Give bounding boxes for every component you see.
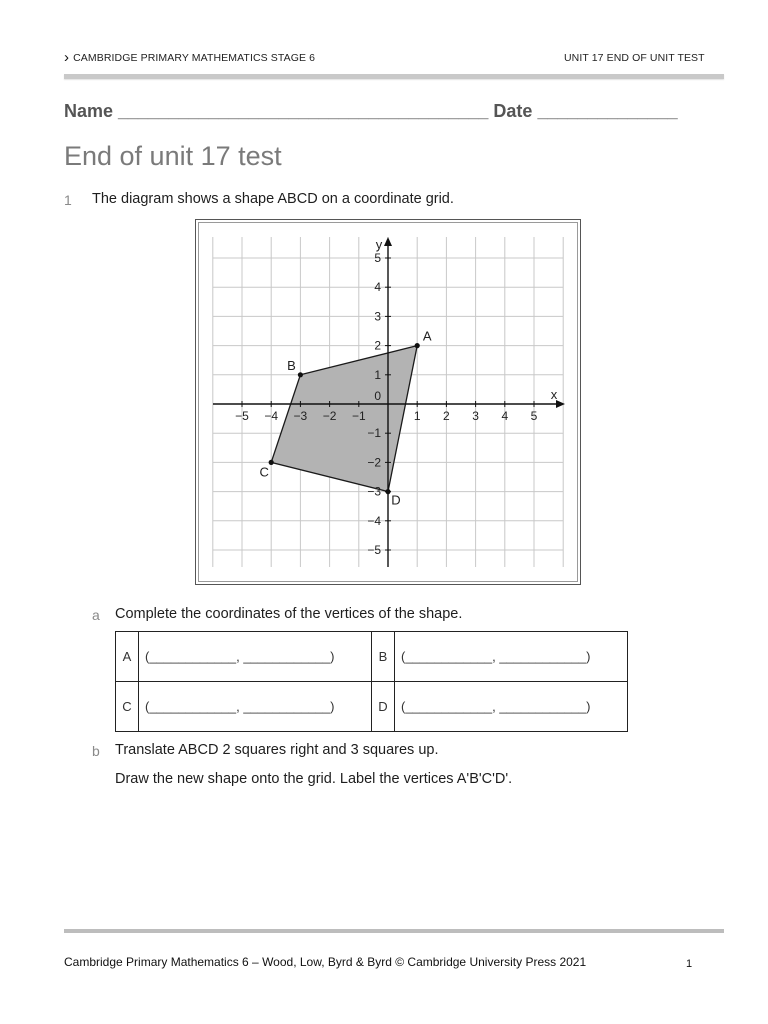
footer-copyright: Cambridge Primary Mathematics 6 – Wood, Low, Byrd & Byrd © Cambridge University Press 2021 (64, 955, 587, 969)
chevron-right-icon: › (64, 49, 70, 66)
header-divider (64, 74, 724, 79)
header-unit-title: UNIT 17 END OF UNIT TEST (564, 52, 705, 64)
answer-blank-b[interactable]: (____________, ____________) (395, 632, 628, 682)
x-tick-label: 3 (472, 409, 479, 423)
y-axis-label: y (375, 237, 383, 252)
page-number: 1 (686, 958, 693, 970)
part-b-instruction-2: Draw the new shape onto the grid. Label the vertices A'B'C'D'. (115, 771, 513, 787)
y-tick-label: −5 (367, 543, 381, 557)
vertex-point-c (269, 460, 274, 465)
origin-label: 0 (374, 389, 381, 403)
page-title: End of unit 17 test (64, 141, 282, 171)
vertex-point-a (415, 343, 420, 348)
y-tick-label: 5 (374, 251, 381, 265)
y-tick-label: 4 (374, 280, 381, 295)
x-tick-label: −5 (235, 409, 249, 423)
vertex-point-d (385, 489, 390, 494)
y-tick-label: −1 (367, 426, 381, 441)
vertex-point-b (298, 372, 303, 377)
x-tick-label: 2 (443, 409, 450, 423)
question-number: 1 (64, 192, 72, 208)
answer-blank-c[interactable]: (____________, ____________) (139, 682, 372, 732)
part-a-text: Complete the coordinates of the vertices of the shape. (115, 606, 463, 622)
question-text: The diagram shows a shape ABCD on a coordinate grid. (92, 191, 454, 207)
x-tick-label: 4 (501, 409, 509, 423)
vertex-label-d: D (391, 492, 401, 508)
answer-blank-a[interactable]: (____________, ____________) (139, 632, 372, 682)
coordinates-answer-table (115, 631, 628, 732)
x-tick-label: −1 (351, 409, 366, 423)
header-course-title: CAMBRIDGE PRIMARY MATHEMATICS STAGE 6 (73, 52, 316, 64)
vertex-label-b: B (372, 632, 395, 682)
vertex-label-b: B (287, 357, 296, 373)
x-tick-label: −3 (293, 409, 308, 423)
table-row (116, 682, 628, 732)
x-tick-label: −2 (322, 409, 337, 423)
vertex-label-d: D (372, 682, 395, 732)
coordinate-grid (195, 219, 581, 585)
part-b-letter: b (92, 743, 100, 759)
vertex-label-a: A (422, 328, 432, 344)
x-tick-label: 1 (413, 409, 421, 423)
part-b-instruction-1: Translate ABCD 2 squares right and 3 squares up. (115, 742, 439, 758)
y-tick-label: 3 (374, 309, 381, 324)
part-a-letter: a (92, 607, 100, 623)
coordinate-grid-figure (195, 219, 581, 585)
vertex-label-a: A (116, 632, 139, 682)
header-left (64, 49, 316, 66)
x-tick-label: −4 (264, 409, 279, 423)
y-tick-label: −2 (367, 455, 381, 470)
y-tick-label: −4 (367, 513, 381, 528)
table-row (116, 632, 628, 682)
x-axis-label: x (550, 387, 558, 402)
vertex-label-c: C (259, 464, 269, 480)
y-tick-label: 1 (374, 367, 381, 382)
footer-divider (64, 929, 724, 933)
vertex-label-c: C (116, 682, 139, 732)
y-tick-label: −3 (367, 484, 381, 499)
name-date-line: Name _____________________________________ Date ______________ (64, 101, 678, 121)
y-tick-label: 2 (374, 338, 381, 353)
answer-blank-d[interactable]: (____________, ____________) (395, 682, 628, 732)
x-tick-label: 5 (530, 409, 538, 423)
